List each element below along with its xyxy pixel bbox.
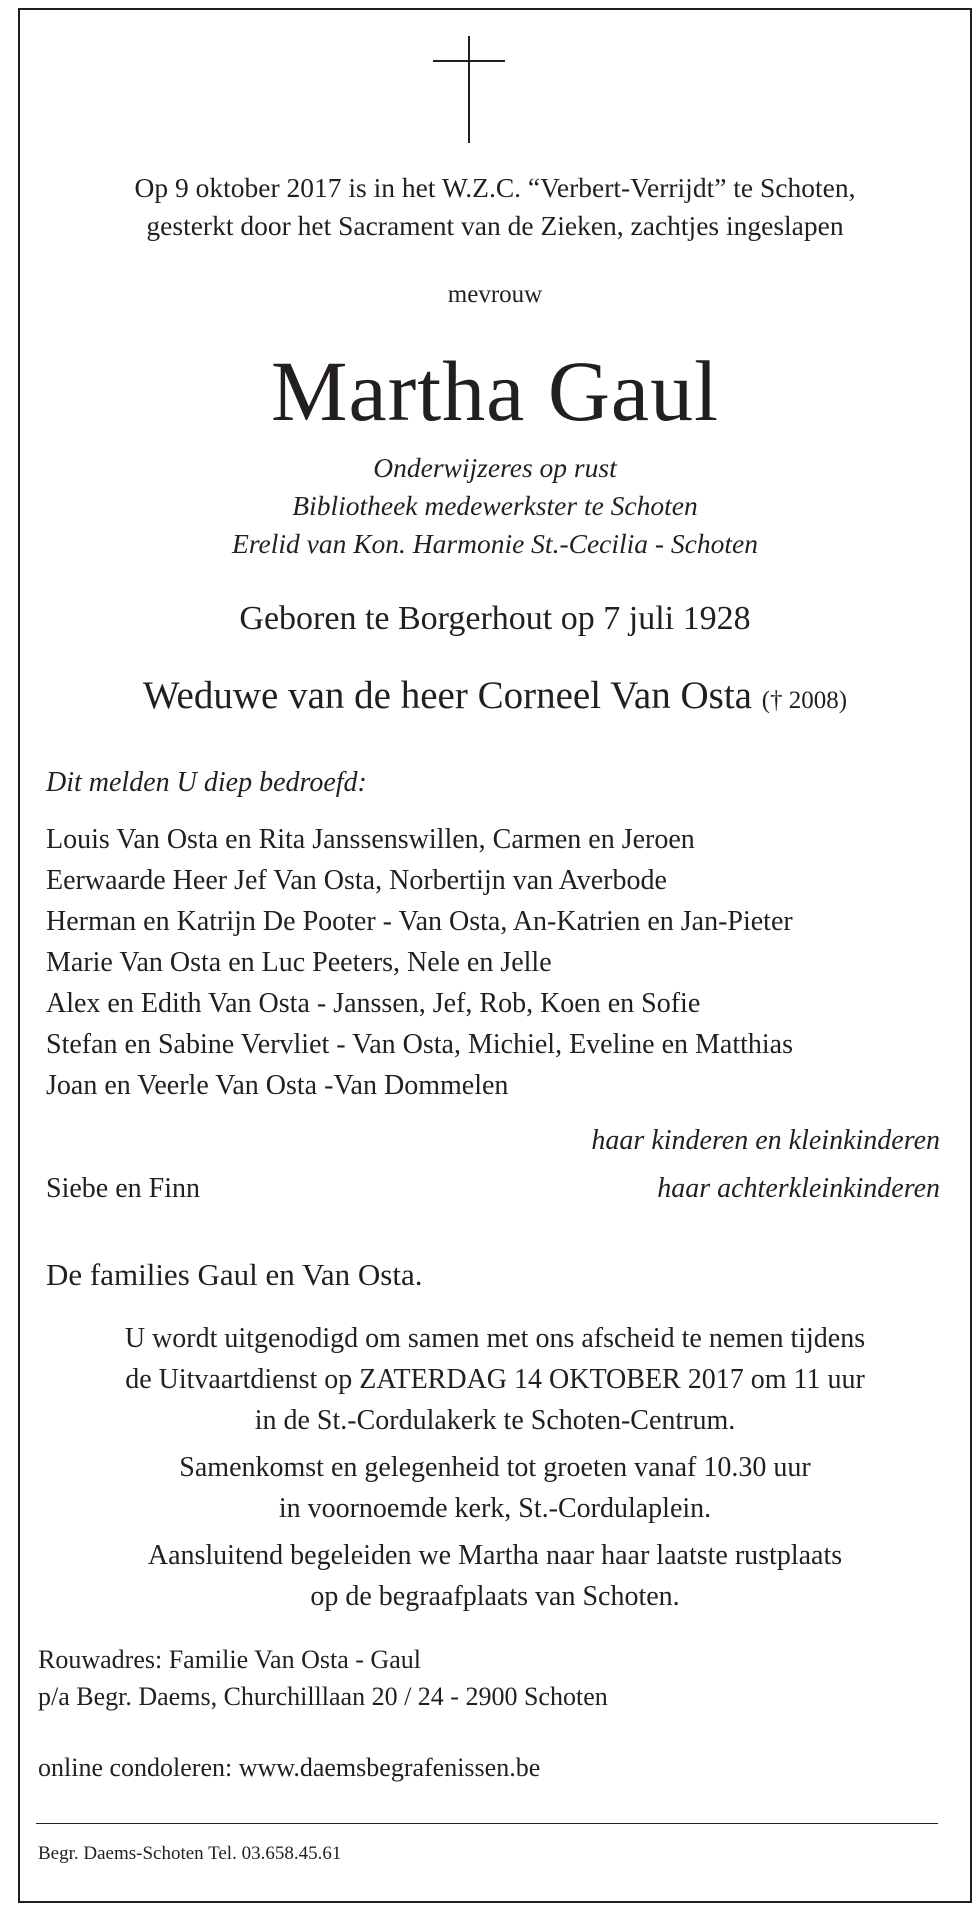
widow-death-year: († 2008) (761, 687, 848, 714)
salutation: mevrouw (447, 281, 543, 308)
widow-text: Weduwe van de heer Corneel Van Osta (142, 674, 752, 717)
deceased-name: Martha Gaul (270, 343, 719, 439)
burial-line: Aansluitend begeleiden we Martha naar haar laatste rustplaats (147, 1540, 843, 1571)
title-line-1: Onderwijzeres op rust (373, 452, 617, 483)
great-grandchildren-names: Siebe en Finn (46, 1173, 200, 1204)
intro-line-2: gesterkt door het Sacrament van de Zieken, zachtjes ingeslapen (146, 210, 844, 241)
footer-divider (36, 1823, 938, 1824)
invitation-line: in de St.-Cordulakerk te Schoten-Centrum. (254, 1405, 736, 1436)
family-line: Alex en Edith Van Osta - Janssen, Jef, Rob, Koen en Sofie (46, 988, 701, 1019)
announce-heading: Dit melden U diep bedroefd: (46, 767, 367, 798)
address-block (38, 1641, 608, 1715)
gathering-line: in voornoemde kerk, St.-Cordulaplein. (278, 1493, 712, 1524)
address-line: Rouwadres: Familie Van Osta - Gaul (38, 1645, 421, 1674)
invitation-block (20, 1318, 970, 1441)
widow-line (20, 672, 970, 725)
family-line: Stefan en Sabine Vervliet - Van Osta, Michiel, Eveline en Matthias (46, 1029, 794, 1060)
footer-funeral-home: Begr. Daems-Schoten Tel. 03.658.45.61 (38, 1843, 342, 1864)
children-label: haar kinderen en kleinkinderen (591, 1125, 940, 1156)
gathering-line: Samenkomst en gelegenheid tot groeten vanaf 10.30 uur (179, 1452, 811, 1483)
title-line-3: Erelid van Kon. Harmonie St.-Cecilia - Schoten (232, 528, 758, 559)
online-condolences: online condoleren: www.daemsbegrafenissen.be (38, 1753, 541, 1782)
address-line: p/a Begr. Daems, Churchilllaan 20 / 24 - 2900 Schoten (38, 1682, 608, 1711)
family-line: Herman en Katrijn De Pooter - Van Osta, An-Katrien en Jan-Pieter (46, 906, 793, 937)
family-line: Joan en Veerle Van Osta -Van Dommelen (46, 1070, 509, 1101)
family-line: Marie Van Osta en Luc Peeters, Nele en Jelle (46, 947, 552, 978)
family-list (46, 819, 793, 1106)
title-line-2: Bibliotheek medewerkster te Schoten (292, 490, 698, 521)
gathering-block (20, 1447, 970, 1529)
family-line: Louis Van Osta en Rita Janssenswillen, Carmen en Jeroen (46, 824, 695, 855)
burial-block (20, 1535, 970, 1617)
burial-line: op de begraafplaats van Schoten. (310, 1581, 680, 1612)
families-line: De families Gaul en Van Osta. (46, 1257, 423, 1292)
invitation-line: U wordt uitgenodigd om samen met ons afscheid te nemen tijdens (124, 1323, 866, 1354)
family-line: Eerwaarde Heer Jef Van Osta, Norbertijn van Averbode (46, 865, 667, 896)
invitation-line: de Uitvaartdienst op ZATERDAG 14 OKTOBER 2017 om 11 uur (125, 1364, 865, 1395)
intro-line-1: Op 9 oktober 2017 is in het W.Z.C. “Verbert-Verrijdt” te Schoten, (134, 172, 856, 203)
great-grandchildren-label: haar achterkleinkinderen (657, 1173, 940, 1204)
birth-line: Geboren te Borgerhout op 7 juli 1928 (239, 600, 751, 637)
